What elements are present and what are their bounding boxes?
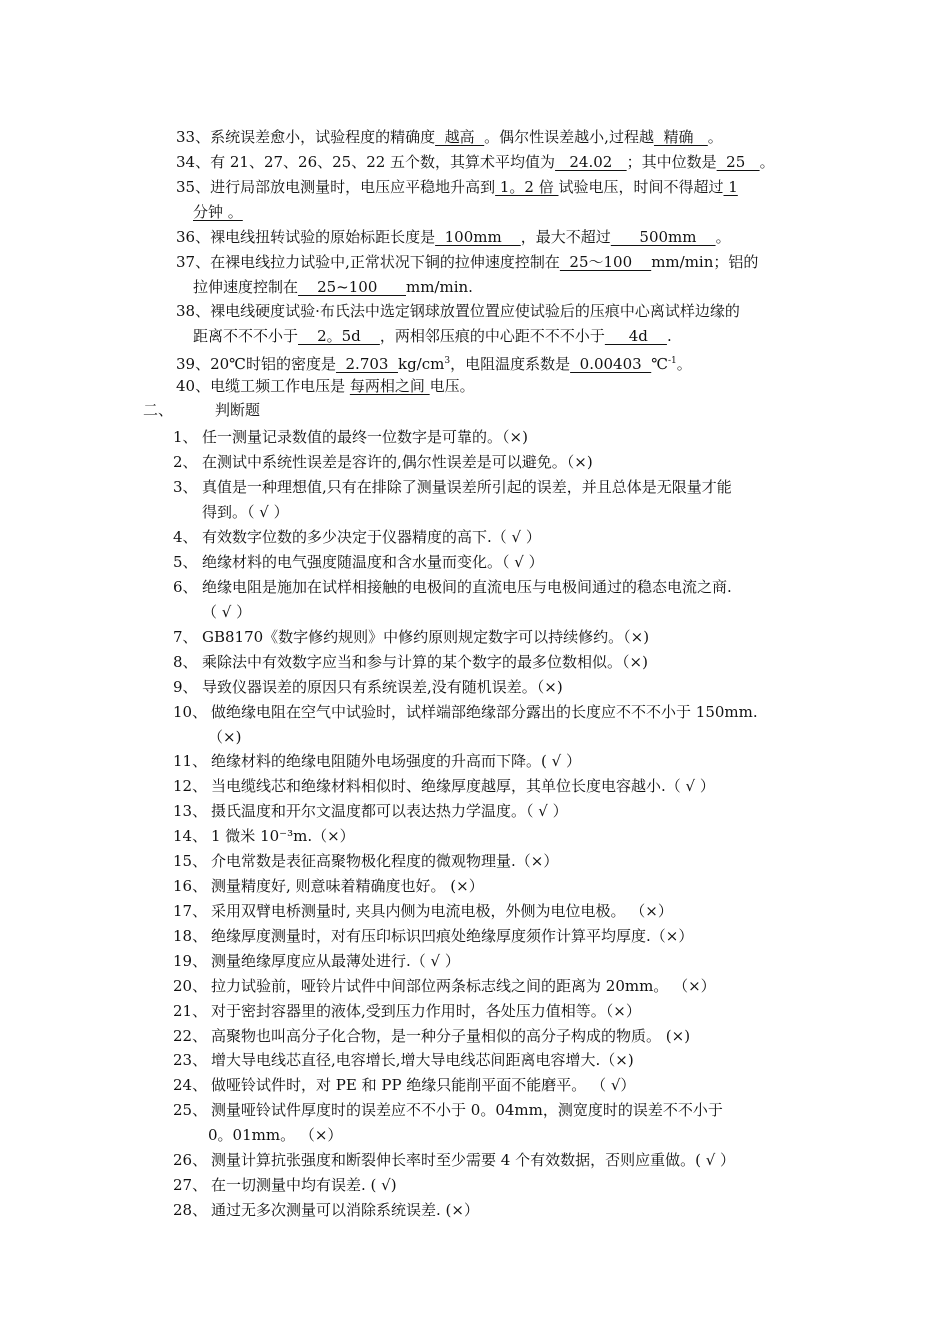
question-line [176, 376, 475, 396]
item-number: 11、 [173, 752, 208, 770]
judge-item [173, 527, 541, 547]
judge-item [173, 1100, 723, 1120]
item-text: 1 微米 10⁻³m.（×） [211, 827, 355, 845]
judge-item [173, 1200, 479, 1220]
question-text: 40、电缆工频工作电压是 [176, 377, 350, 395]
item-number: 22、 [173, 1027, 208, 1045]
question-text: mm/min；铝的 [651, 253, 759, 271]
item-number: 28、 [173, 1201, 208, 1219]
item-text: 任一测量记录数值的最终一位数字是可靠的。（×) [202, 428, 528, 446]
item-text: 真值是一种理想值,只有在排除了测量误差所引起的误差，并且总体是无限量才能 [202, 478, 732, 496]
question-text: 36、裸电线扭转试验的原始标距长度是 [176, 228, 436, 246]
item-text: 摄氏温度和开尔文温度都可以表达热力学温度。（ √ ） [211, 802, 568, 820]
item-text: 介电常数是表征高聚物极化程度的微观物理量.（×） [211, 852, 559, 870]
question-text: 37、在裸电线拉力试验中,正常状况下铜的拉伸速度控制在 [176, 253, 560, 271]
item-text: 绝缘电阻是施加在试样相接触的电极间的直流电压与电极间通过的稳态电流之商. [202, 578, 732, 596]
item-number: 20、 [173, 977, 208, 995]
question-line [176, 351, 692, 374]
judge-item [173, 652, 648, 672]
question-line [176, 301, 740, 321]
question-text: 35、进行局部放电测量时，电压应平稳地升高到 [176, 178, 496, 196]
superscript: -1 [668, 356, 677, 366]
item-text: 在测试中系统性误差是容许的,偶尔性误差是可以避免。（×) [202, 453, 593, 471]
item-text: 绝缘厚度测量时，对有压印标识凹痕处绝缘厚度须作计算平均厚度.（×） [211, 927, 694, 945]
item-number: 17、 [173, 902, 208, 920]
item-number: 18、 [173, 927, 208, 945]
judge-item [173, 702, 758, 722]
judge-item [173, 477, 732, 497]
question-line [193, 202, 243, 222]
answer-blank: 0.00403 [570, 355, 652, 373]
question-line [176, 177, 738, 197]
item-text: 测量计算抗张强度和断裂伸长率时至少需要 4 个有效数据，否则应重做。( √ ） [211, 1151, 736, 1169]
question-text: ，最大不超过 [520, 228, 611, 246]
item-text: 绝缘材料的电气强度随温度和含水量而变化。（ √ ） [202, 553, 544, 571]
answer-blank: 精确 [653, 128, 708, 146]
answer-blank: 500mm [610, 228, 716, 246]
answer-blank: 越高 [435, 128, 485, 146]
item-number: 3、 [173, 478, 198, 496]
judge-item [173, 1050, 634, 1070]
question-text: kg/cm [397, 355, 445, 373]
question-line [176, 152, 775, 172]
judge-item [173, 951, 460, 971]
item-number: 21、 [173, 1002, 208, 1020]
superscript: 3 [444, 356, 451, 366]
item-continuation: 得到。（ √ ） [202, 503, 289, 521]
answer-blank: 1。2 倍 [495, 178, 559, 196]
question-text: 。 [759, 153, 775, 171]
item-text: 导致仪器误差的原因只有系统误差,没有随机误差。（×) [202, 678, 563, 696]
item-number: 16、 [173, 877, 208, 895]
answer-blank: 2.703 [335, 355, 398, 373]
question-text: ，两相邻压痕的中心距不不不小于 [379, 327, 605, 345]
answer-blank: 100mm [435, 228, 521, 246]
question-text: 34、有 21、27、26、25、22 五个数，其算术平均值为 [176, 153, 556, 171]
item-text: 拉力试验前，哑铃片试件中间部位两条标志线之间的距离为 20mm。 （×） [211, 977, 716, 995]
answer-blank: 25~100 [298, 278, 406, 296]
judge-item [173, 627, 649, 647]
item-number: 2、 [173, 453, 198, 471]
item-number: 12、 [173, 777, 208, 795]
answer-blank: 24.02 [555, 153, 627, 171]
judge-item [173, 1075, 635, 1095]
item-text: 对于密封容器里的液体,受到压力作用时，各处压力值相等。（×） [211, 1002, 641, 1020]
question-text: ℃ [651, 355, 668, 373]
item-number: 24、 [173, 1076, 208, 1094]
judge-item [173, 552, 544, 572]
question-text: 距离不不不小于 [193, 327, 299, 345]
judge-item [173, 577, 732, 597]
question-text: . [666, 327, 672, 345]
question-text: 。 [715, 228, 731, 246]
judge-item [173, 677, 563, 697]
judge-item [173, 926, 693, 946]
item-number: 6、 [173, 578, 198, 596]
item-number: 27、 [173, 1176, 208, 1194]
answer-blank: 25 [716, 153, 760, 171]
item-number: 9、 [173, 678, 198, 696]
item-number: 26、 [173, 1151, 208, 1169]
judge-item [173, 452, 593, 472]
section-heading [143, 400, 260, 420]
question-text: 33、系统误差愈小，试验程度的精确度 [176, 128, 436, 146]
question-text: 电压。 [429, 377, 475, 395]
question-line [193, 277, 473, 297]
judge-item [173, 1026, 690, 1046]
item-text: 做绝缘电阻在空气中试验时，试样端部绝缘部分露出的长度应不不不小于 150mm. [211, 703, 758, 721]
item-text: 测量绝缘厚度应从最薄处进行.（ √ ） [211, 952, 460, 970]
item-text: 测量精度好, 则意味着精确度也好。 (×） [211, 877, 484, 895]
answer-blank: 25～100 [559, 253, 652, 271]
item-text: 有效数字位数的多少决定于仪器精度的高下.（ √ ） [202, 528, 541, 546]
item-number: 13、 [173, 802, 208, 820]
item-continuation: （×) [208, 728, 242, 746]
question-text: 。 [707, 128, 723, 146]
answer-blank: 4d [604, 327, 667, 345]
section-title: 判断题 [215, 401, 261, 419]
item-number: 8、 [173, 653, 198, 671]
section-number: 二、 [143, 401, 174, 419]
judge-item [173, 976, 716, 996]
judge-item [173, 901, 673, 921]
question-text: 试验电压，时间不得超过 [558, 178, 724, 196]
item-text: 测量哑铃试件厚度时的误差应不不小于 0。04mm，测宽度时的误差不不小于 [211, 1101, 723, 1119]
question-line [176, 252, 758, 272]
item-number: 4、 [173, 528, 198, 546]
item-number: 23、 [173, 1051, 208, 1069]
judge-item [173, 1150, 735, 1170]
item-number: 19、 [173, 952, 208, 970]
question-text: 拉伸速度控制在 [193, 278, 299, 296]
question-line [176, 127, 723, 147]
answer-blank: 分钟 。 [193, 203, 243, 221]
answer-blank: 每两相之间 [349, 377, 430, 395]
question-text: ，电阻温度系数是 [450, 355, 571, 373]
item-number: 5、 [173, 553, 198, 571]
item-text: 绝缘材料的绝缘电阻随外电场强度的升高而下降。( √ ） [211, 752, 581, 770]
judge-item [173, 776, 715, 796]
item-number: 14、 [173, 827, 208, 845]
item-number: 7、 [173, 628, 198, 646]
question-line [193, 326, 672, 346]
item-text: GB8170《数字修约规则》中修约原则规定数字可以持续修约。（×) [202, 628, 650, 646]
item-number: 25、 [173, 1101, 208, 1119]
item-text: 采用双臂电桥测量时, 夹具内侧为电流电极，外侧为电位电极。 （×） [211, 902, 673, 920]
item-continuation: 0。01mm。 （×） [208, 1126, 343, 1144]
item-continuation: （ √ ） [202, 603, 252, 621]
answer-blank: 2。5d [298, 327, 380, 345]
item-text: 乘除法中有效数字应当和参与计算的某个数字的最多位数相似。（×) [202, 653, 648, 671]
item-number: 1、 [173, 428, 198, 446]
judge-item [173, 751, 581, 771]
question-text: 38、裸电线硬度试验·布氏法中选定钢球放置位置应使试验后的压痕中心离试样边缘的 [176, 302, 740, 320]
question-text: 。偶尔性误差越小,过程越 [484, 128, 654, 146]
judge-item [173, 801, 568, 821]
item-text: 增大导电线芯直径,电容增长,增大导电线芯间距离电容增大.（×) [211, 1051, 634, 1069]
question-line [176, 227, 731, 247]
judge-item [173, 851, 558, 871]
question-text: 39、20℃时铝的密度是 [176, 355, 336, 373]
judge-item [173, 1175, 397, 1195]
judge-item [173, 826, 355, 846]
item-text: 通过无多次测量可以消除系统误差. (×） [211, 1201, 479, 1219]
judge-item [173, 1001, 641, 1021]
item-text: 做哑铃试件时，对 PE 和 PP 绝缘只能削平面不能磨平。 （ √） [211, 1076, 636, 1094]
item-number: 15、 [173, 852, 208, 870]
answer-blank: 1 [723, 178, 738, 196]
question-text: mm/min. [405, 278, 473, 296]
item-text: 高聚物也叫高分子化合物，是一种分子量相似的高分子构成的物质。 (×) [211, 1027, 691, 1045]
judge-item [173, 427, 528, 447]
question-text: ；其中位数是 [626, 153, 717, 171]
judge-item [173, 876, 484, 896]
item-text: 当电缆线芯和绝缘材料相似时、绝缘厚度越厚，其单位长度电容越小.（ √ ） [211, 777, 715, 795]
question-text: 。 [676, 355, 692, 373]
item-text: 在一切测量中均有误差. ( √) [211, 1176, 397, 1194]
item-number: 10、 [173, 703, 208, 721]
